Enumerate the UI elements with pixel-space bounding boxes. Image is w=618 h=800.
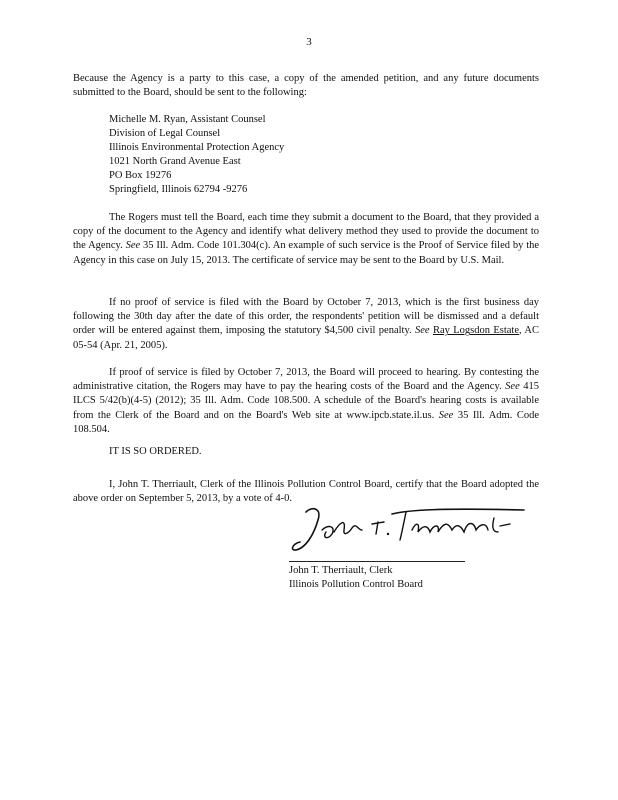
clerk-certification: I, John T. Therriault, Clerk of the Illinois Pollution Control Board, certify that the Board adopted the above order on September 5, 2013, by a vote of 4-0. [73,479,539,505]
order-statement: IT IS SO ORDERED. [109,446,202,457]
address-line: Michelle M. Ryan, Assistant Counsel [109,114,266,125]
case-name: Ray Logsdon Estate [432,325,519,337]
paragraph-text: 415 ILCS 5/42(b)(4-5) (2012); 35 Ill. Adm. Code 108.500. A schedule of the Board's hearing costs is available from the Clerk of the Board and on the Board's Web site at www.ipcb.state.il.us. [73,381,540,421]
see-signal: See [505,381,520,393]
address-line: Division of Legal Counsel [109,128,221,139]
address-line: PO Box 19276 [109,170,172,181]
citation: , AC 05-54 (Apr. 21, 2005). [73,325,539,351]
address-line: 1021 North Grand Avenue East [109,156,241,167]
see-signal: See [438,409,454,421]
service-paragraph: Because the Agency is a party to this case, a copy of the amended petition, and any future documents submitted to the Board, should be sent to the following: [73,73,539,99]
default-paragraph [73,296,539,353]
citation: 35 Ill. Adm. Code 108.504. [73,409,540,435]
handwritten-signature [288,500,528,558]
signer-name: John T. Therriault, Clerk [289,565,393,576]
paragraph-text: If proof of service is filed by October 7, 2013, the Board will proceed to hearing. By contesting the administrative citation, the Rogers may have to pay the hearing costs of the Board and the Agency. [73,367,539,393]
address-line: Illinois Environmental Protection Agency [109,142,285,153]
hearing-paragraph [73,366,539,437]
address-block [109,113,284,197]
paragraph-text: If no proof of service is filed with the Board by October 7, 2013, which is the first business day following the 30th day after the date of this order, the respondents' petition will be dismissed and a default order will be entered against them, imposing the statutory $4,500 civil penalty. [73,297,539,337]
signer-office: Illinois Pollution Control Board [289,579,423,590]
paragraph-text: The Rogers must tell the Board, each time they submit a document to the Board, that they provided a copy of the document to the Agency and identify what delivery method they used to provide the document to the Agency. [73,212,539,252]
paragraph-text: An example of such service is the Proof of Service filed by the Agency in this case on July 15, 2013. The certificate of service may be sent to the Board by U.S. Mail. [73,240,540,266]
see-signal: See [125,240,141,252]
signature-line [289,561,465,562]
see-signal: See [415,325,430,337]
address-line: Springfield, Illinois 62794 -9276 [109,184,248,195]
page-number: 3 [306,36,312,48]
signature-block [289,564,423,592]
proof-of-service-paragraph [73,211,539,268]
citation: 35 Ill. Adm. Code 101.304(c). [143,240,271,252]
